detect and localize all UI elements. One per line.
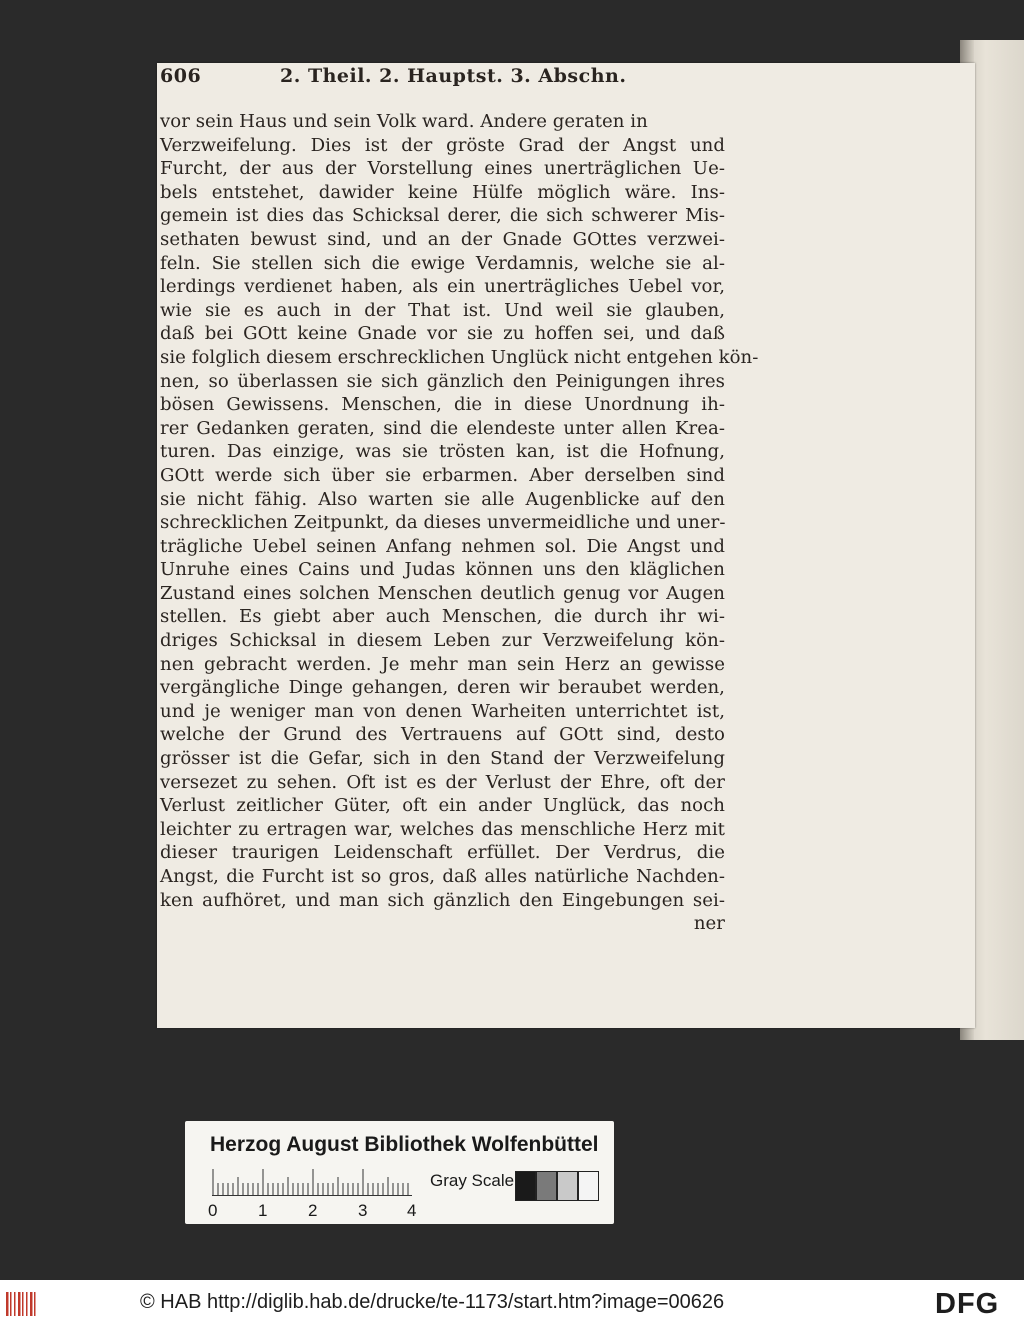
library-name: Herzog August Bibliothek Wolfenbüttel bbox=[210, 1133, 599, 1156]
text-line: sie folglich diesem erschrecklichen Unglück nicht entgehen kön- bbox=[160, 346, 759, 368]
text-line: bösen Gewissens. Menschen, die in diese Unordnung ih- bbox=[160, 394, 725, 416]
ruler-number-0: 0 bbox=[208, 1201, 218, 1220]
scale-ruler bbox=[212, 1169, 412, 1196]
page-text bbox=[160, 110, 759, 936]
ruler-number-3: 3 bbox=[358, 1201, 368, 1220]
text-line: Furcht, der aus der Vorstellung eines unerträglichen Ue- bbox=[160, 158, 725, 180]
text-line: feln. Sie stellen sich die ewige Verdamnis, welche sie al- bbox=[160, 252, 725, 274]
text-line: und je weniger man von denen Warheiten unterrichtet ist, bbox=[160, 700, 725, 722]
text-line: leichter zu ertragen war, welches das menschliche Herz mit bbox=[160, 818, 725, 840]
text-line: rer Gedanken geraten, sind die elendeste unter allen Krea- bbox=[160, 417, 725, 439]
gray-swatch-4 bbox=[578, 1171, 599, 1201]
text-line: vor sein Haus und sein Volk ward. Andere geraten in bbox=[160, 111, 648, 132]
text-line: ken aufhöret, und man sich gänzlich den Eingebungen sei- bbox=[160, 889, 725, 911]
text-line: stellen. Es giebt aber auch Menschen, die durch ihr wi- bbox=[160, 606, 725, 628]
barcode-bar bbox=[30, 1292, 33, 1316]
text-line: vergängliche Dinge gehangen, deren wir beraubet werden, bbox=[160, 677, 725, 699]
text-line: nen gebracht werden. Je mehr man sein Herz an gewisse bbox=[160, 653, 725, 675]
text-line: Unruhe eines Cains und Judas können uns den kläglichen bbox=[160, 559, 725, 581]
text-line: daß bei GOtt keine Gnade vor sie zu hoffen sei, und daß bbox=[160, 323, 725, 345]
library-label-card bbox=[185, 1121, 614, 1224]
gray-swatch-1 bbox=[515, 1171, 536, 1201]
gray-swatch-3 bbox=[557, 1171, 578, 1201]
text-line: Angst, die Furcht ist so gros, daß alles natürliche Nachden- bbox=[160, 866, 725, 887]
running-title: 2. Theil. 2. Hauptst. 3. Abschn. bbox=[280, 65, 627, 87]
text-line: Verzweifelung. Dies ist der gröste Grad der Angst und bbox=[160, 134, 725, 156]
ruler-number-4: 4 bbox=[407, 1201, 417, 1220]
text-line: GOtt werde sich über sie erbarmen. Aber derselben sind bbox=[160, 464, 725, 486]
ruler-number-1: 1 bbox=[258, 1201, 268, 1220]
hab-barcode-icon bbox=[6, 1290, 40, 1318]
text-line: dieser traurigen Leidenschaft erfüllet. Der Verdrus, die bbox=[160, 842, 725, 864]
catchword: ner bbox=[693, 913, 725, 935]
text-line: driges Schicksal in diesem Leben zur Verzweifelung kön- bbox=[160, 630, 725, 652]
viewer-footer bbox=[0, 1280, 1024, 1325]
text-line: wie sie es auch in der That ist. Und weil sie glauben, bbox=[160, 299, 725, 321]
text-line: bels entstehet, dawider keine Hülfe möglich wäre. Ins- bbox=[160, 181, 725, 203]
text-line: Zustand eines solchen Menschen deutlich genug vor Augen bbox=[160, 582, 725, 604]
text-line: versezet zu sehen. Oft ist es der Verlust der Ehre, oft der bbox=[160, 771, 725, 793]
page-number: 606 bbox=[160, 65, 202, 87]
text-line: schrecklichen Zeitpunkt, da dieses unvermeidliche und uner- bbox=[160, 512, 726, 534]
barcode-bar bbox=[22, 1292, 24, 1316]
text-line: lerdings verdienet haben, als ein unerträgliches Uebel vor, bbox=[160, 276, 725, 298]
gray-scale-label: Gray Scale bbox=[430, 1171, 515, 1190]
text-line: trägliche Uebel seinen Anfang nehmen sol. Die Angst und bbox=[160, 535, 725, 557]
barcode-bar bbox=[6, 1292, 9, 1316]
page-header bbox=[160, 65, 627, 87]
text-line: Verlust zeitlicher Güter, oft ein ander Unglück, das noch bbox=[160, 795, 725, 817]
text-line: sie nicht fähig. Also warten sie alle Augenblicke auf den bbox=[160, 488, 725, 510]
text-line: sethaten bewust sind, und an der Gnade GOttes verzwei- bbox=[160, 228, 725, 250]
barcode-bar bbox=[14, 1292, 16, 1316]
text-line: welche der Grund des Vertrauens auf GOtt sind, desto bbox=[160, 724, 725, 746]
text-line: grösser ist die Gefar, sich in den Stand der Verzweifelung bbox=[160, 748, 725, 770]
ruler-ticks bbox=[212, 1169, 412, 1195]
barcode-bar bbox=[34, 1292, 36, 1316]
ruler-number-2: 2 bbox=[308, 1201, 318, 1220]
barcode-bar bbox=[26, 1292, 28, 1316]
barcode-bar bbox=[18, 1292, 21, 1316]
dfg-logo: DFG bbox=[935, 1288, 1000, 1320]
barcode-bar bbox=[10, 1292, 12, 1316]
text-line: gemein ist dies das Schicksal derer, die sich schwerer Mis- bbox=[160, 205, 725, 227]
text-line: nen, so überlassen sie sich gänzlich den Peinigungen ihres bbox=[160, 370, 725, 392]
gray-swatch-2 bbox=[536, 1171, 557, 1201]
text-line: turen. Das einzige, was sie trösten kan, ist die Hofnung, bbox=[160, 441, 725, 463]
copyright-link[interactable]: © HAB http://diglib.hab.de/drucke/te-1173/start.htm?image=00626 bbox=[140, 1291, 725, 1313]
